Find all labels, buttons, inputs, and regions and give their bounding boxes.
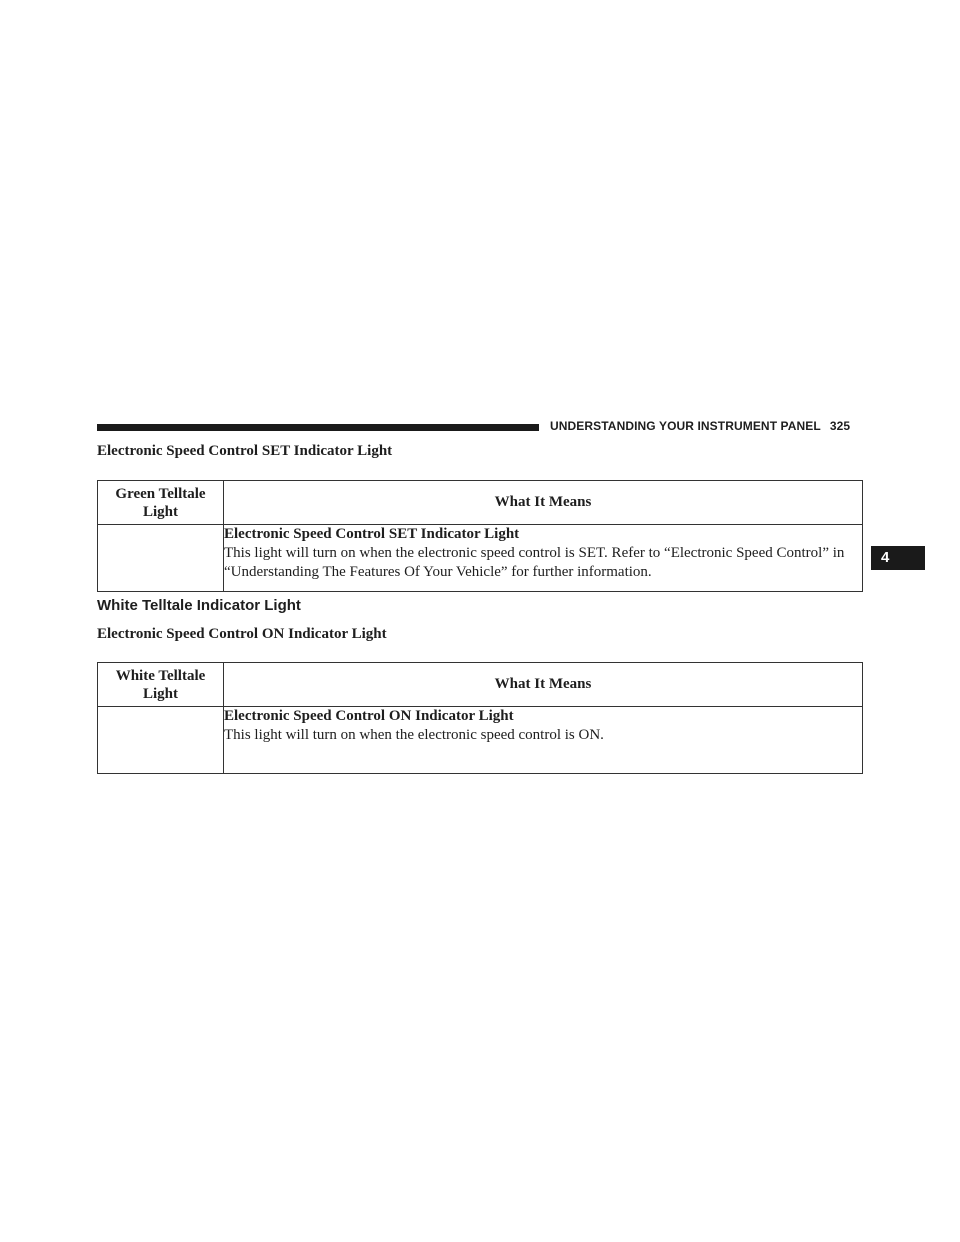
telltale-icon-cell: [98, 707, 224, 774]
section-title: UNDERSTANDING YOUR INSTRUMENT PANEL: [550, 419, 821, 433]
meaning-cell: [224, 707, 863, 774]
chapter-tab: 4: [871, 546, 925, 570]
col2-header: What It Means: [224, 663, 863, 707]
white-telltale-table: [97, 662, 863, 774]
row-title: Electronic Speed Control SET Indicator Light: [224, 526, 520, 542]
table-header-row: [98, 663, 863, 707]
section2-title: Electronic Speed Control ON Indicator Light: [97, 626, 387, 642]
row-title: Electronic Speed Control ON Indicator Light: [224, 708, 514, 724]
green-telltale-table: [97, 480, 863, 592]
row-text: This light will turn on when the electronic speed control is ON.: [224, 727, 604, 743]
table-row: [98, 707, 863, 774]
table-header-row: [98, 481, 863, 525]
row-text: This light will turn on when the electronic speed control is SET. Refer to “Electronic Speed Control” in “Understanding The Features Of Your Vehicle” for further information.: [224, 545, 845, 580]
meaning-cell: [224, 525, 863, 592]
col1-header: White Telltale Light: [98, 663, 224, 707]
table-row: [98, 525, 863, 592]
section2-heading: White Telltale Indicator Light: [97, 597, 301, 614]
page-number: 325: [829, 419, 851, 433]
telltale-icon-cell: [98, 525, 224, 592]
running-header: [550, 419, 850, 433]
section1-title: Electronic Speed Control SET Indicator Light: [97, 443, 393, 459]
col1-header: Green Telltale Light: [98, 481, 224, 525]
header-rule: [97, 424, 539, 431]
col2-header: What It Means: [224, 481, 863, 525]
